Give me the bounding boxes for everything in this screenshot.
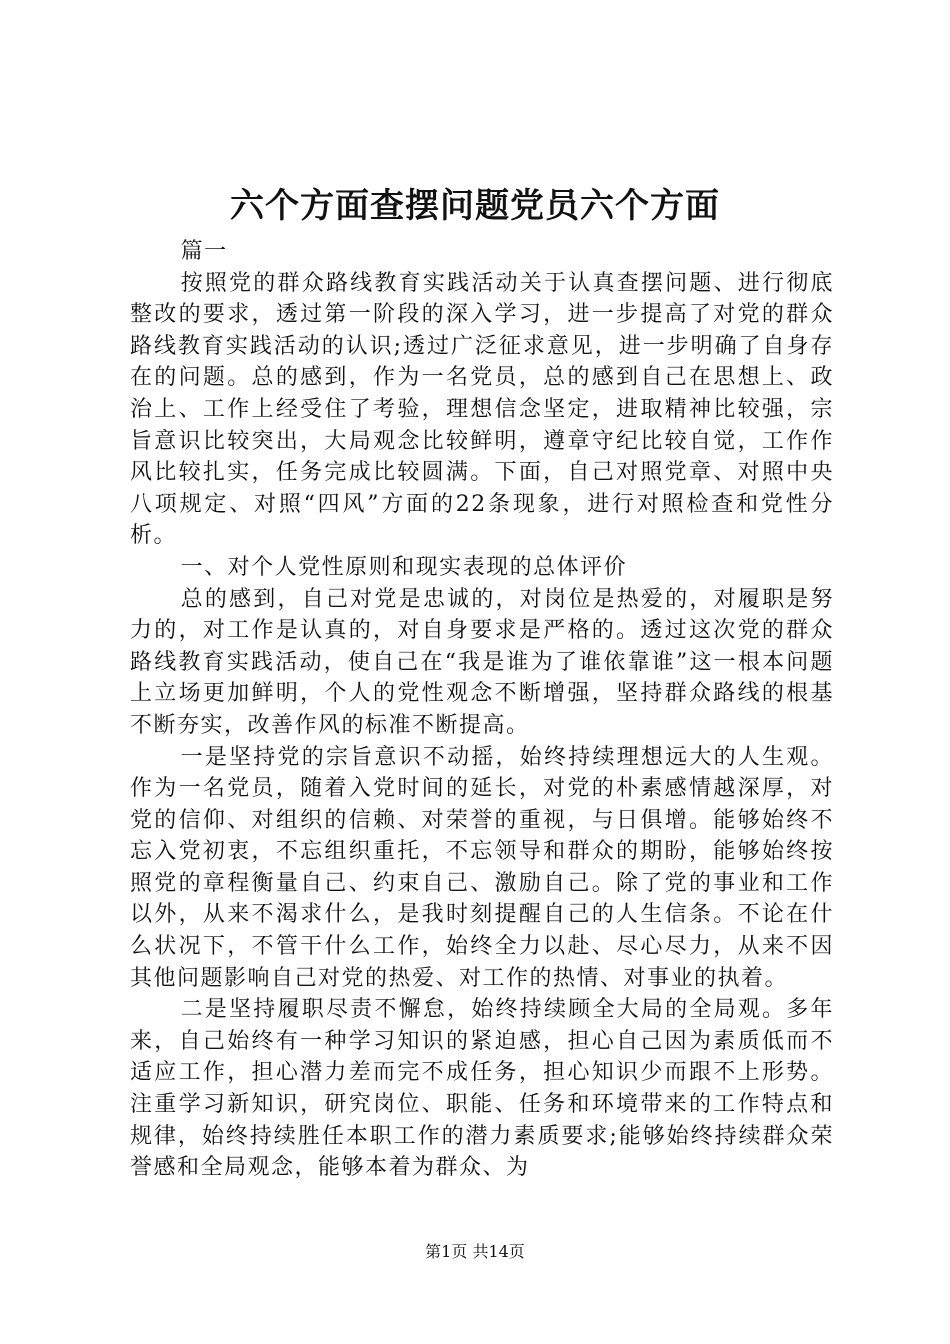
page-number-footer: 第1页 共14页 xyxy=(425,1242,525,1261)
body-paragraph: 按照党的群众路线教育实践活动关于认真查摆问题、进行彻底整改的要求，透过第一阶段的深入学习，进一步提高了对党的群众路线教育实践活动的认识;透过广泛征求意见，进一步明确了自身存在的问题。总的感到，作为一名党员，总的感到自己在思想上、政治上、工作上经受住了考验，理想信念坚定，进取精神比较强，宗旨意识比较突出，大局观念比较鲜明，遵章守纪比较自觉，工作作风比较扎实，任务完成比较圆满。下面，自己对照党章、对照中央八项规定、对照“四风”方面的22条现象，进行对照检查和党性分析。 xyxy=(130,270,834,549)
section-label: 篇一 xyxy=(180,239,228,264)
body-paragraph: 一是坚持党的宗旨意识不动摇，始终持续理想远大的人生观。作为一名党员，随着入党时间的延长，对党的朴素感情越深厚，对党的信仰、对组织的信赖、对荣誉的重视，与日俱增。能够始终不忘入党初衷，不忘组织重托，不忘领导和群众的期盼，能够始终按照党的章程衡量自己、约束自己、激励自己。除了党的事业和工作以外，从来不渴求什么，是我时刻提醒自己的人生信条。不论在什么状况下，不管干什么工作，始终全力以赴、尽心尽力，从来不因其他问题影响自己对党的热爱、对工作的热情、对事业的执着。 xyxy=(130,744,834,991)
document-title: 六个方面查摆问题党员六个方面 xyxy=(230,186,720,226)
document-body xyxy=(130,236,834,1184)
body-paragraph: 二是坚持履职尽责不懈怠，始终持续顾全大局的全局观。多年来，自己始终有一种学习知识的紧迫感，担心自己因为素质低而不适应工作，担心潜力差而完不成任务，担心知识少而跟不上形势。注重学习新知识，研究岗位、职能、任务和环境带来的工作特点和规律，始终持续胜任本职工作的潜力素质要求;能够始终持续群众荣誉感和全局观念，能够本着为群众、为 xyxy=(130,997,834,1181)
body-paragraph: 总的感到，自己对党是忠诚的，对岗位是热爱的，对履职是努力的，对工作是认真的，对自身要求是严格的。透过这次党的群众路线教育实践活动，使自己在“我是谁为了谁依靠谁”这一根本问题上立场更加鲜明，个人的党性观念不断增强，坚持群众路线的根基不断夯实，改善作风的标准不断提高。 xyxy=(130,586,834,738)
section-heading: 一、对个人党性原则和现实表现的总体评价 xyxy=(180,554,628,580)
